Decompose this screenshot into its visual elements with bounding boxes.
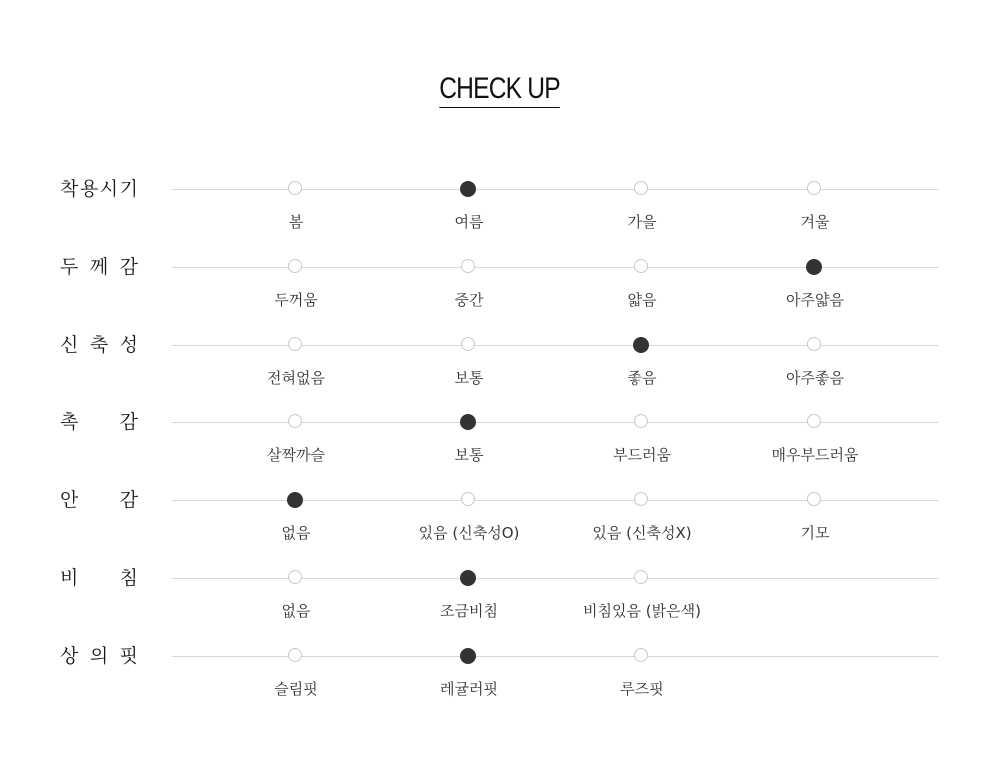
radio-unselected-icon[interactable] <box>461 259 475 273</box>
option-label: 없음 <box>281 524 311 542</box>
row-label-char: 감 <box>119 411 138 433</box>
option-label: 아주얇음 <box>786 291 844 309</box>
option-label: 없음 <box>281 602 311 620</box>
radio-unselected-icon[interactable] <box>461 492 475 506</box>
radio-selected-icon[interactable] <box>460 648 476 664</box>
row-label-char: 께 <box>89 256 109 278</box>
option-label: 좋음 <box>627 369 657 387</box>
checkup-row <box>0 489 1000 560</box>
radio-unselected-icon[interactable] <box>634 414 648 428</box>
radio-unselected-icon[interactable] <box>807 181 821 195</box>
page-title: CHECK UP <box>440 72 561 108</box>
radio-unselected-icon[interactable] <box>807 492 821 506</box>
row-label-char: 비 <box>60 567 79 589</box>
row-label <box>60 177 138 201</box>
row-label-char: 기 <box>119 178 138 200</box>
option-item[interactable] <box>216 422 376 472</box>
option-item[interactable] <box>216 345 376 395</box>
option-item[interactable] <box>735 267 895 317</box>
option-item[interactable] <box>389 500 549 550</box>
option-item[interactable] <box>562 578 722 628</box>
option-item[interactable] <box>735 345 895 395</box>
radio-unselected-icon[interactable] <box>288 181 302 195</box>
checkup-row <box>0 178 1000 249</box>
checkup-row <box>0 645 1000 716</box>
radio-unselected-icon[interactable] <box>288 648 302 662</box>
option-label: 아주좋음 <box>786 369 844 387</box>
option-item[interactable] <box>562 500 722 550</box>
radio-unselected-icon[interactable] <box>807 414 821 428</box>
checkup-row <box>0 256 1000 327</box>
option-label: 보통 <box>454 446 484 464</box>
option-item[interactable] <box>389 189 549 239</box>
option-label: 기모 <box>800 524 830 542</box>
row-label <box>60 488 138 512</box>
row-label-char: 착 <box>60 178 79 200</box>
radio-unselected-icon[interactable] <box>634 259 648 273</box>
option-label: 루즈핏 <box>620 680 664 698</box>
option-item[interactable] <box>735 500 895 550</box>
option-label: 전혀없음 <box>267 369 325 387</box>
radio-selected-icon[interactable] <box>806 259 822 275</box>
row-label <box>60 333 138 357</box>
option-item[interactable] <box>216 500 376 550</box>
radio-selected-icon[interactable] <box>460 414 476 430</box>
option-item[interactable] <box>735 189 895 239</box>
row-label <box>60 410 138 434</box>
option-label: 있음 (신축성O) <box>418 524 520 542</box>
row-label-char: 안 <box>60 489 79 511</box>
option-label: 매우부드러움 <box>771 446 859 464</box>
radio-selected-icon[interactable] <box>287 492 303 508</box>
row-label <box>60 644 138 668</box>
option-item[interactable] <box>216 656 376 706</box>
option-item[interactable] <box>562 189 722 239</box>
option-item[interactable] <box>562 656 722 706</box>
option-item[interactable] <box>562 422 722 472</box>
row-label-char: 감 <box>119 256 138 278</box>
option-item[interactable] <box>562 345 722 395</box>
option-label: 가을 <box>627 213 657 231</box>
option-label: 여름 <box>454 213 484 231</box>
option-item[interactable] <box>562 267 722 317</box>
radio-selected-icon[interactable] <box>633 337 649 353</box>
option-label: 겨울 <box>800 213 830 231</box>
row-label <box>60 566 138 590</box>
option-label: 두꺼움 <box>274 291 318 309</box>
row-label-char: 용 <box>79 178 99 200</box>
option-label: 있음 (신축성X) <box>592 524 692 542</box>
option-label: 부드러움 <box>613 446 671 464</box>
row-label-char: 감 <box>119 489 138 511</box>
option-item[interactable] <box>389 656 549 706</box>
option-label: 조금비침 <box>440 602 498 620</box>
row-label-char: 신 <box>60 334 79 356</box>
option-item[interactable] <box>389 345 549 395</box>
option-label: 중간 <box>454 291 484 309</box>
option-item[interactable] <box>389 578 549 628</box>
radio-unselected-icon[interactable] <box>288 570 302 584</box>
option-label: 얇음 <box>627 291 657 309</box>
radio-unselected-icon[interactable] <box>634 492 648 506</box>
option-item[interactable] <box>389 422 549 472</box>
option-item[interactable] <box>735 422 895 472</box>
row-label-char: 두 <box>60 256 79 278</box>
row-label-char: 핏 <box>119 645 138 667</box>
option-label: 보통 <box>454 369 484 387</box>
option-label: 슬림핏 <box>274 680 318 698</box>
radio-unselected-icon[interactable] <box>634 181 648 195</box>
radio-unselected-icon[interactable] <box>634 648 648 662</box>
row-label-char: 시 <box>99 178 119 200</box>
checkup-row <box>0 567 1000 638</box>
radio-unselected-icon[interactable] <box>288 414 302 428</box>
row-label-char: 침 <box>119 567 138 589</box>
row-label-char: 의 <box>89 645 109 667</box>
option-label: 레귤러핏 <box>440 680 498 698</box>
radio-unselected-icon[interactable] <box>634 570 648 584</box>
row-label <box>60 255 138 279</box>
option-item[interactable] <box>389 267 549 317</box>
option-label: 봄 <box>288 213 304 231</box>
option-item[interactable] <box>216 578 376 628</box>
checkup-row <box>0 411 1000 482</box>
radio-unselected-icon[interactable] <box>288 259 302 273</box>
radio-unselected-icon[interactable] <box>461 337 475 351</box>
option-label: 살짝까슬 <box>267 446 325 464</box>
checkup-row <box>0 334 1000 405</box>
radio-unselected-icon[interactable] <box>807 337 821 351</box>
option-label: 비침있음 (밝은색) <box>583 602 701 620</box>
row-label-char: 상 <box>60 645 79 667</box>
option-item[interactable] <box>216 189 376 239</box>
row-label-char: 축 <box>89 334 109 356</box>
radio-selected-icon[interactable] <box>460 181 476 197</box>
title-container <box>0 72 1000 108</box>
option-item[interactable] <box>216 267 376 317</box>
radio-unselected-icon[interactable] <box>288 337 302 351</box>
radio-selected-icon[interactable] <box>460 570 476 586</box>
row-label-char: 성 <box>119 334 138 356</box>
row-label-char: 촉 <box>60 411 79 433</box>
